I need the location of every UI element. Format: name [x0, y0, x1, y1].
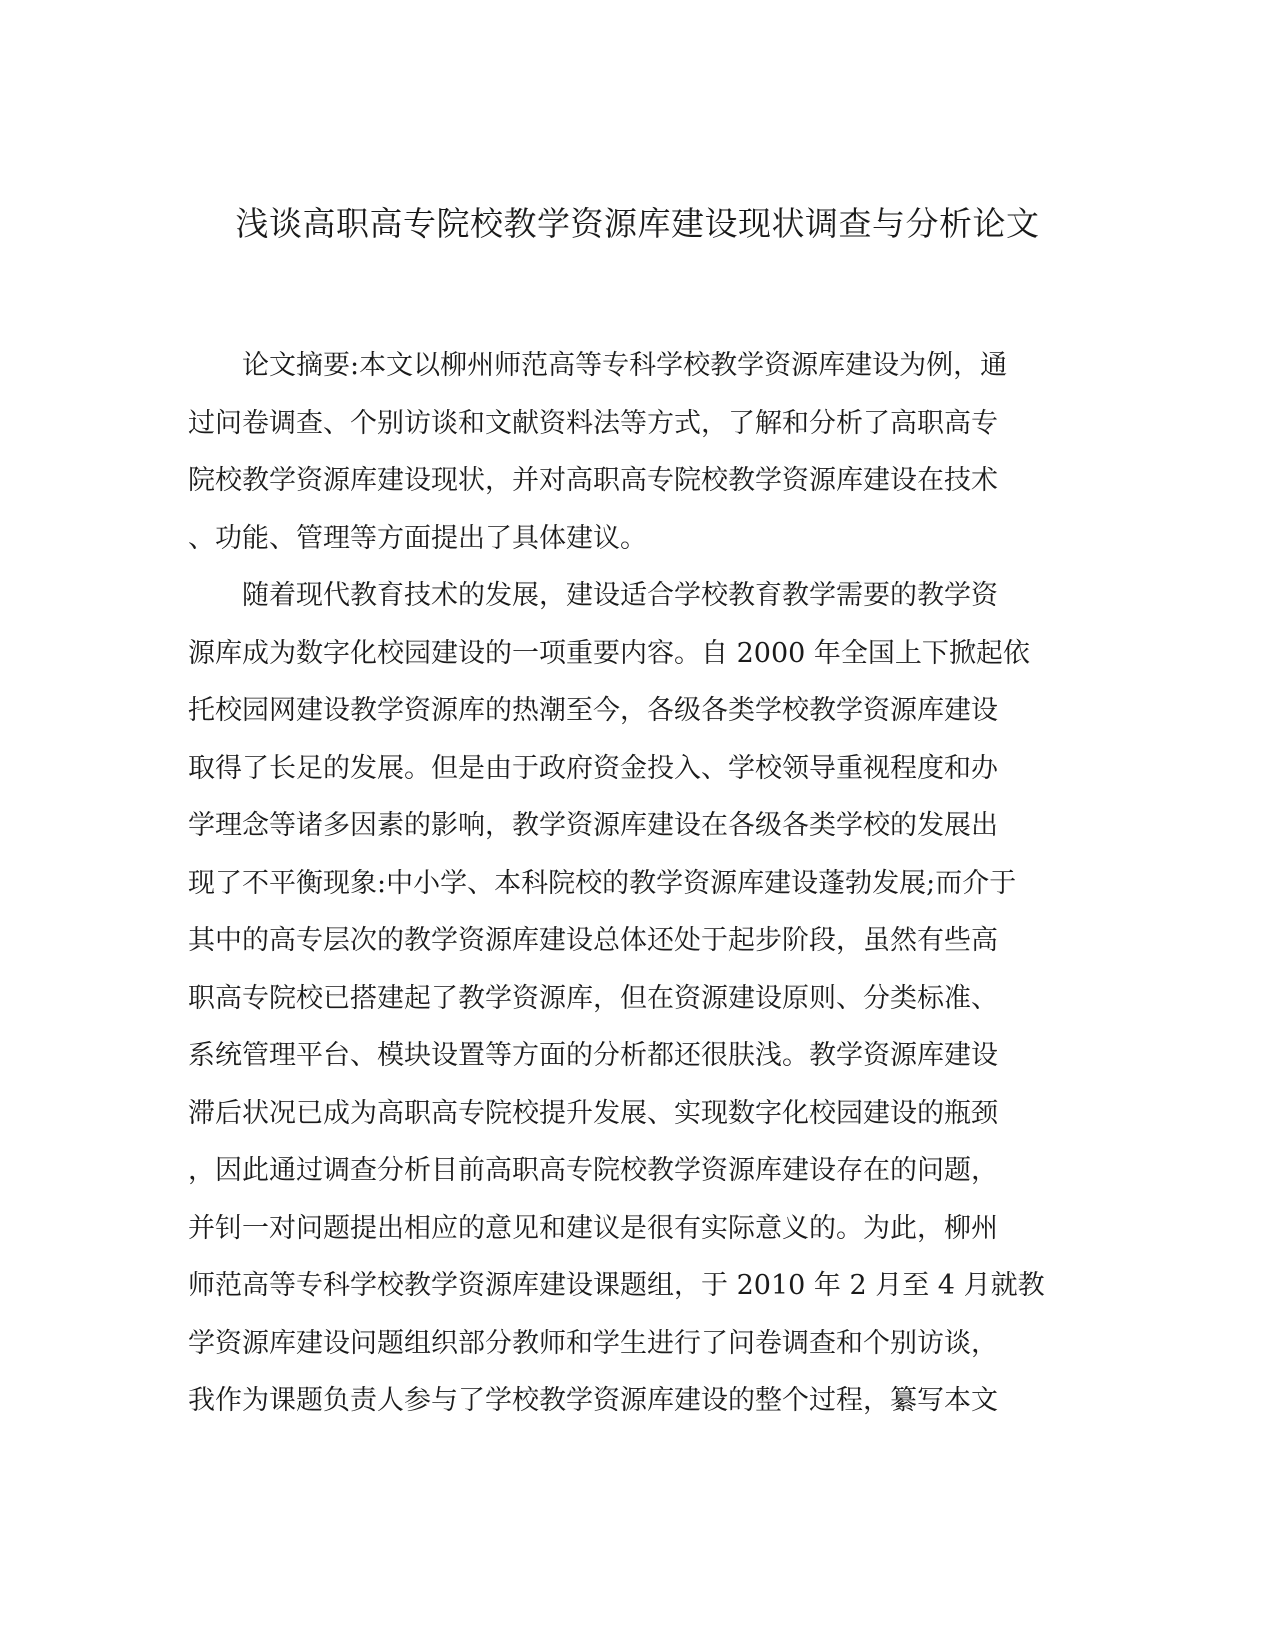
text-line: 过问卷调查、个别访谈和文献资料法等方式，了解和分析了高职高专: [188, 408, 998, 439]
text-line: 其中的高专层次的教学资源库建设总体还处于起步阶段，虽然有些高: [188, 925, 998, 956]
text-line: 托校园网建设教学资源库的热潮至今，各级各类学校教学资源库建设: [188, 695, 998, 726]
text-line: 院校教学资源库建设现状，并对高职高专院校教学资源库建设在技术: [188, 465, 998, 496]
text-line: 论文摘要:本文以柳州师范高等专科学校教学资源库建设为例，通: [188, 350, 1008, 381]
text-line: 师范高等专科学校教学资源库建设课题组，于 2010 年 2 月至 4 月就教: [188, 1270, 1045, 1301]
text-line: ，因此通过调查分析目前高职高专院校教学资源库建设存在的问题，: [188, 1155, 998, 1186]
text-line: 我作为课题负责人参与了学校教学资源库建设的整个过程，纂写本文: [188, 1385, 998, 1416]
text-line: 现了不平衡现象:中小学、本科院校的教学资源库建设蓬勃发展;而介于: [188, 868, 1017, 899]
text-line: 源库成为数字化校园建设的一项重要内容。自 2000 年全国上下掀起依: [188, 638, 1030, 669]
text-line: 随着现代教育技术的发展，建设适合学校教育教学需要的教学资: [188, 580, 998, 611]
text-line: 学资源库建设问题组织部分教师和学生进行了问卷调查和个别访谈，: [188, 1328, 998, 1359]
text-line: 系统管理平台、模块设置等方面的分析都还很肤浅。教学资源库建设: [188, 1040, 998, 1071]
text-line: 滞后状况已成为高职高专院校提升发展、实现数字化校园建设的瓶颈: [188, 1098, 998, 1129]
text-line: 职高专院校已搭建起了教学资源库，但在资源建设原则、分类标准、: [188, 983, 998, 1014]
text-line: 取得了长足的发展。但是由于政府资金投入、学校领导重视程度和办: [188, 753, 998, 784]
text-line: 并钊一对问题提出相应的意见和建议是很有实际意义的。为此，柳州: [188, 1213, 998, 1244]
document-title: 浅谈高职高专院校教学资源库建设现状调查与分析论文: [235, 204, 1040, 243]
text-line: 、功能、管理等方面提出了具体建议。: [188, 523, 647, 554]
text-line: 学理念等诸多因素的影响，教学资源库建设在各级各类学校的发展出: [188, 810, 998, 841]
